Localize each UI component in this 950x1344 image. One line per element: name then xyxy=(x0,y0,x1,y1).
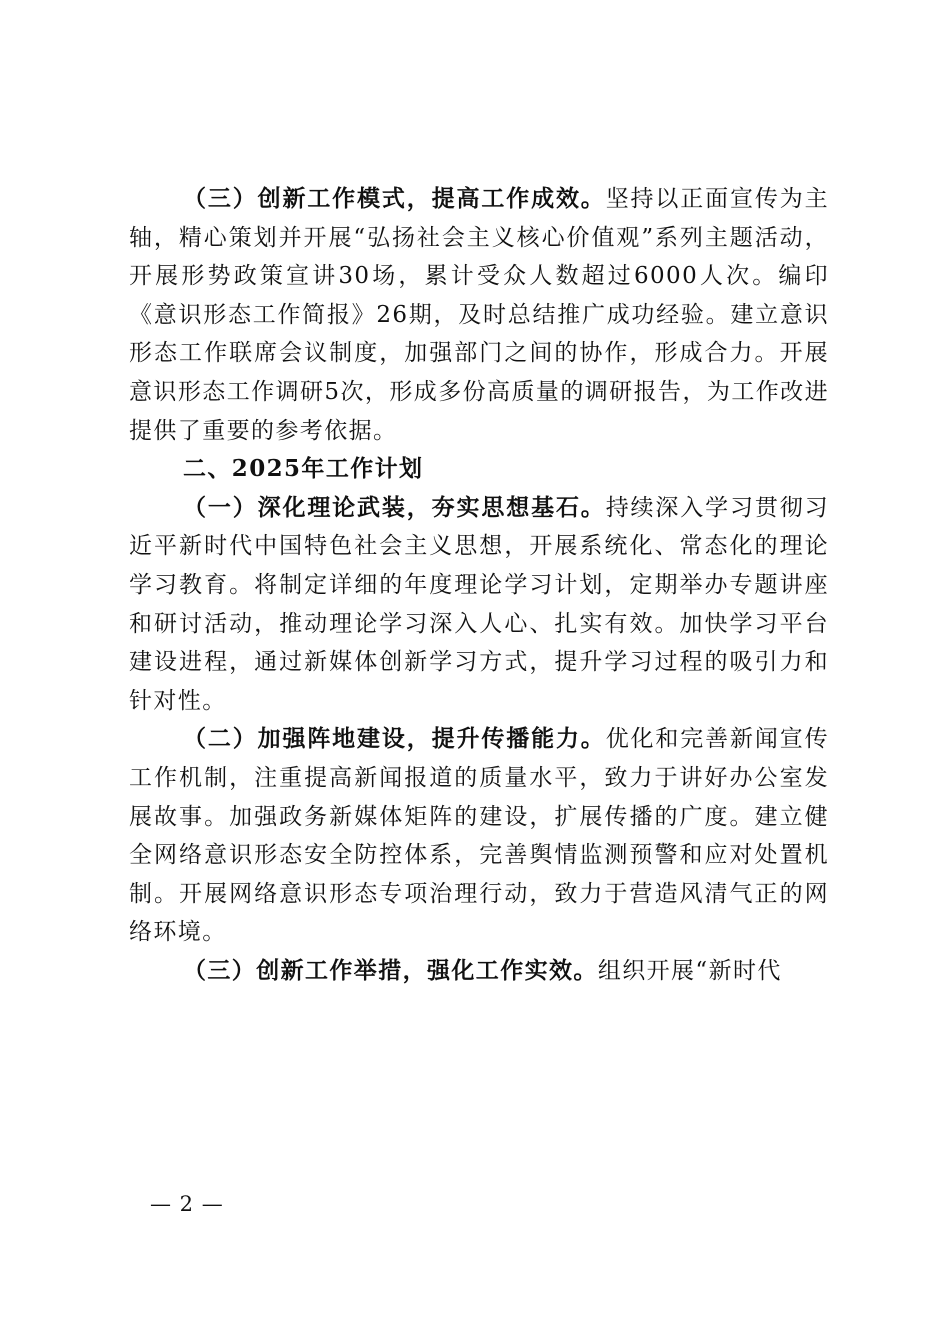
paragraph-body: 优化和完善新闻宣传工作机制，注重提高新闻报道的质量水平，致力于讲好办公室发展故事。加强政务新媒体矩阵的建设，扩展传播的广度。建立健全网络意识形态安全防控体系，完善舆情监测预警和应对处置机制。开展网络意识形态专项治理行动，致力于营造风清气正的网络环境。 xyxy=(129,726,829,946)
section-heading: 二、2025年工作计划 xyxy=(183,455,424,483)
paragraph-theory-study xyxy=(129,489,829,721)
paragraph-position-building xyxy=(129,720,829,952)
paragraph-lead: （一）深化理论武装，夯实思想基石。 xyxy=(183,493,606,521)
paragraph-lead: （二）加强阵地建设，提升传播能力。 xyxy=(183,725,606,753)
paragraph-body: 持续深入学习贯彻习近平新时代中国特色社会主义思想，开展系统化、常态化的理论学习教育。将制定详细的年度理论学习计划，定期举办专题讲座和研讨活动，推动理论学习深入人心、扎实有效。加快学习平台建设进程，通过新媒体创新学习方式，提升学习过程的吸引力和针对性。 xyxy=(129,494,829,714)
document-page-body xyxy=(129,180,829,990)
paragraph-body: 组织开展“新时代 xyxy=(597,957,782,984)
paragraph-lead: （三）创新工作模式，提高工作成效。 xyxy=(183,185,606,212)
paragraph-innovate-measures xyxy=(129,952,829,991)
paragraph-lead: （三）创新工作举措，强化工作实效。 xyxy=(183,956,598,984)
paragraph-innovate-work-mode xyxy=(129,180,829,450)
paragraph-body: 坚持以正面宣传为主轴，精心策划并开展“弘扬社会主义核心价值观”系列主题活动，开展形势政策宣讲30场，累计受众人数超过6000人次。编印《意识形态工作简报》26期，及时总结推广成功经验。建立意识形态工作联席会议制度，加强部门之间的协作，形成合力。开展意识形态工作调研5次，形成多份高质量的调研报告，为工作改进提供了重要的参考依据。 xyxy=(129,186,829,444)
page-number: — 2 — xyxy=(150,1192,224,1216)
